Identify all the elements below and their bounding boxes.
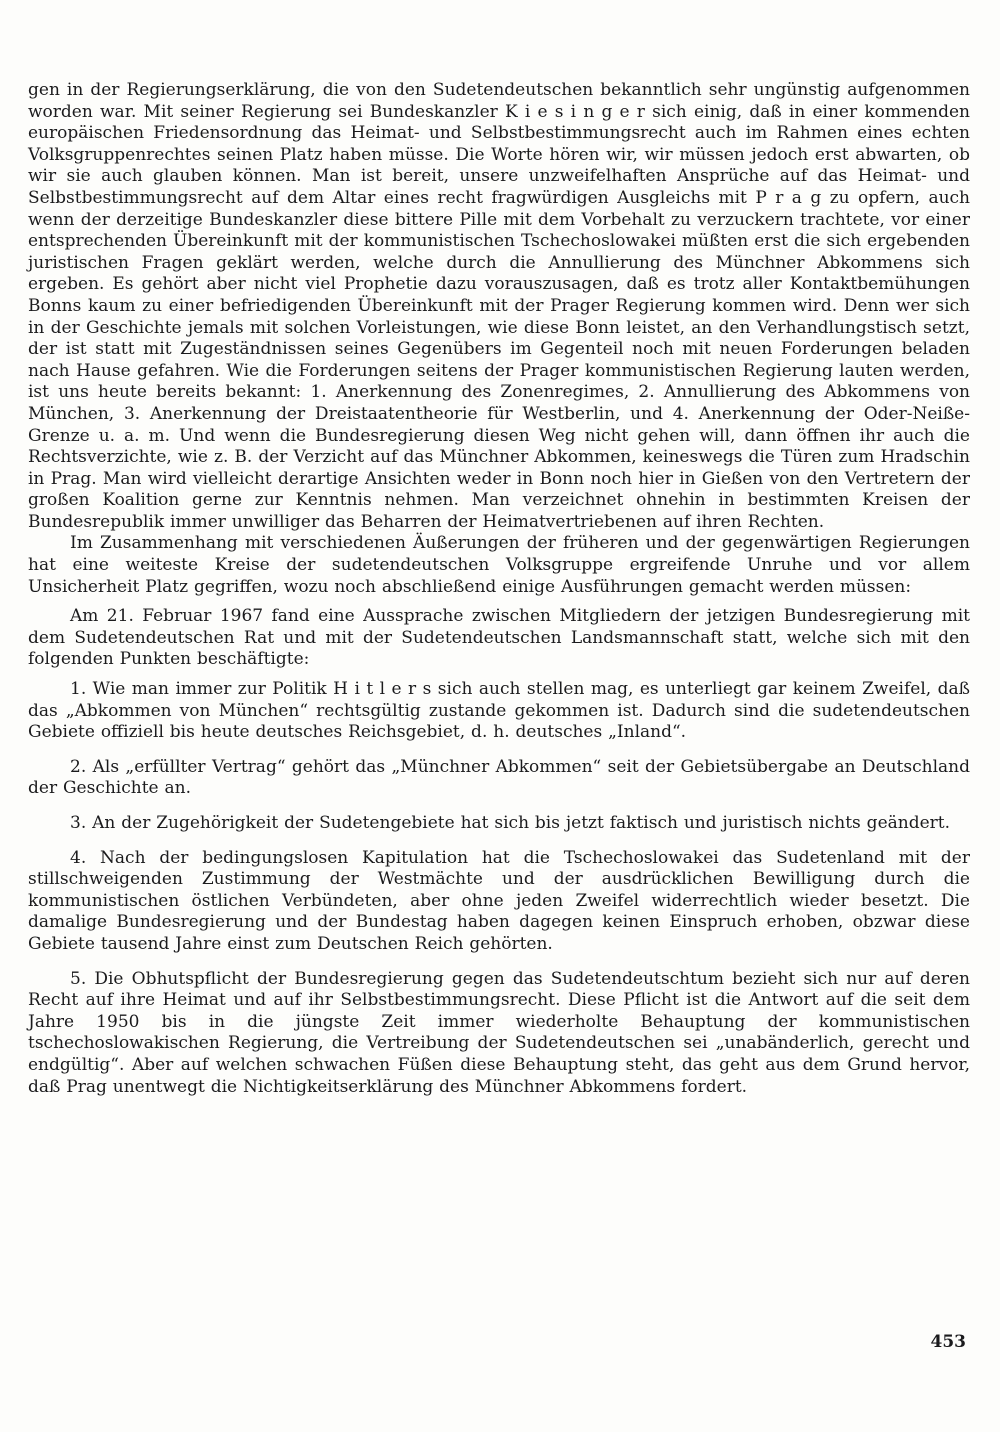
paragraph-remarks-intro: Im Zusammenhang mit verschiedenen Äußerungen der früheren und der gegenwärtigen Regierungen hat eine weiteste Kreise der sudetendeutschen Volksgruppe ergreifende Unruhe und vor allem Unsicherheit Platz gegriffen, wozu noch abschließend einige Ausführungen gemacht werden müssen:	[28, 533, 970, 597]
paragraph-continuation: gen in der Regierungserklärung, die von den Sudetendeutschen bekanntlich sehr ungünstig aufgenommen worden war. Mit seiner Regierung sei Bundeskanzler K i e s i n g e r sich einig, daß in einer kommenden europäischen Friedensordnung das Heimat- und Selbstbestimmungsrecht auch im Rahmen eines echten Volksgruppenrechtes seinen Platz haben müsse. Die Worte hören wir, wir müssen jedoch erst abwarten, ob wir sie auch glauben können. Man ist bereit, unsere unzweifelhaften Ansprüche auf das Heimat- und Selbstbestimmungsrecht auf dem Altar eines recht fragwürdigen Ausgleichs mit P r a g zu opfern, auch wenn der derzeitige Bundeskanzler diese bittere Pille mit dem Vorbehalt zu verzuckern trachtete, vor einer entsprechenden Übereinkunft mit der kommunistischen Tschechoslowakei müßten erst die sich ergebenden juristischen Fragen geklärt werden, welche durch die Annullierung des Münchner Abkommens sich ergeben. Es gehört aber nicht viel Prophetie dazu vorauszusagen, daß es trotz aller Kontaktbemühungen Bonns kaum zu einer befriedigenden Übereinkunft mit der Prager Regierung kommen wird. Denn wer sich in der Geschichte jemals mit solchen Vorleistungen, wie diese Bonn leistet, an den Verhandlungstisch setzt, der ist statt mit Zugeständnissen seines Gegenübers im Gegenteil noch mit neuen Forderungen beladen nach Hause gefahren. Wie die Forderungen seitens der Prager kommunistischen Regierung lauten werden, ist uns heute bereits bekannt: 1. Anerkennung des Zonenregimes, 2. Annullierung des Abkommens von München, 3. Anerkennung der Dreistaatentheorie für Westberlin, und 4. Anerkennung der Oder-Neiße-Grenze u. a. m. Und wenn die Bundesregierung diesen Weg nicht gehen will, dann öffnen ihr auch die Rechtsverzichte, wie z. B. der Verzicht auf das Münchner Abkommen, keineswegs die Türen zum Hradschin in Prag. Man wird vielleicht derartige Ansichten weder in Bonn noch hier in Gießen von den Vertretern der großen Koalition gerne zur Kenntnis nehmen. Man verzeichnet ohnehin in bestimmten Kreisen der Bundesrepublik immer unwilliger das Beharren der Heimatvertriebenen auf ihren Rechten.	[28, 80, 970, 532]
numbered-point-4: 4. Nach der bedingungslosen Kapitulation hat die Tschechoslowakei das Sudetenland mit der stillschweigenden Zustimmung der Westmächte und der ausdrücklichen Bewilligung durch die kommunistischen östlichen Verbündeten, aber ohne jeden Zweifel widerrechtlich wieder besetzt. Die damalige Bundesregierung und der Bundestag haben dagegen keinen Einspruch erhoben, obzwar diese Gebiete tausend Jahre einst zum Deutschen Reich gehörten.	[28, 847, 970, 954]
numbered-point-1: 1. Wie man immer zur Politik H i t l e r s sich auch stellen mag, es unterliegt gar keinem Zweifel, daß das „Abkommen von München“ rechtsgültig zustande gekommen ist. Dadurch sind die sudetendeutschen Gebiete offiziell bis heute deutsches Reichsgebiet, d. h. deutsches „Inland“.	[28, 679, 970, 743]
page-number: 453	[930, 1332, 966, 1352]
numbered-point-3: 3. An der Zugehörigkeit der Sudetengebiete hat sich bis jetzt faktisch und juristisch nichts geändert.	[70, 813, 951, 833]
paragraph-meeting-1967: Am 21. Februar 1967 fand eine Aussprache zwischen Mitgliedern der jetzigen Bundesregierung mit dem Sudetendeutschen Rat und mit der Sudetendeutschen Landsmannschaft statt, welche sich mit den folgenden Punkten beschäftigte:	[28, 606, 970, 670]
text-column	[28, 80, 970, 1098]
numbered-point-5: 5. Die Obhutspflicht der Bundesregierung gegen das Sudetendeutschtum bezieht sich nur auf deren Recht auf ihre Heimat und auf ihr Selbstbestimmungsrecht. Diese Pflicht ist die Antwort auf die seit dem Jahre 1950 bis in die jüngste Zeit immer wiederholte Behauptung der kommunistischen tschechoslowakischen Regierung, die Vertreibung der Sudetendeutschen sei „unabänderlich, gerecht und endgültig“. Aber auf welchen schwachen Füßen diese Behauptung steht, das geht aus dem Grund hervor, daß Prag unentwegt die Nichtigkeitserklärung des Münchner Abkommens fordert.	[28, 968, 970, 1097]
numbered-point-2: 2. Als „erfüllter Vertrag“ gehört das „Münchner Abkommen“ seit der Gebietsübergabe an Deutschland der Geschichte an.	[28, 756, 970, 799]
